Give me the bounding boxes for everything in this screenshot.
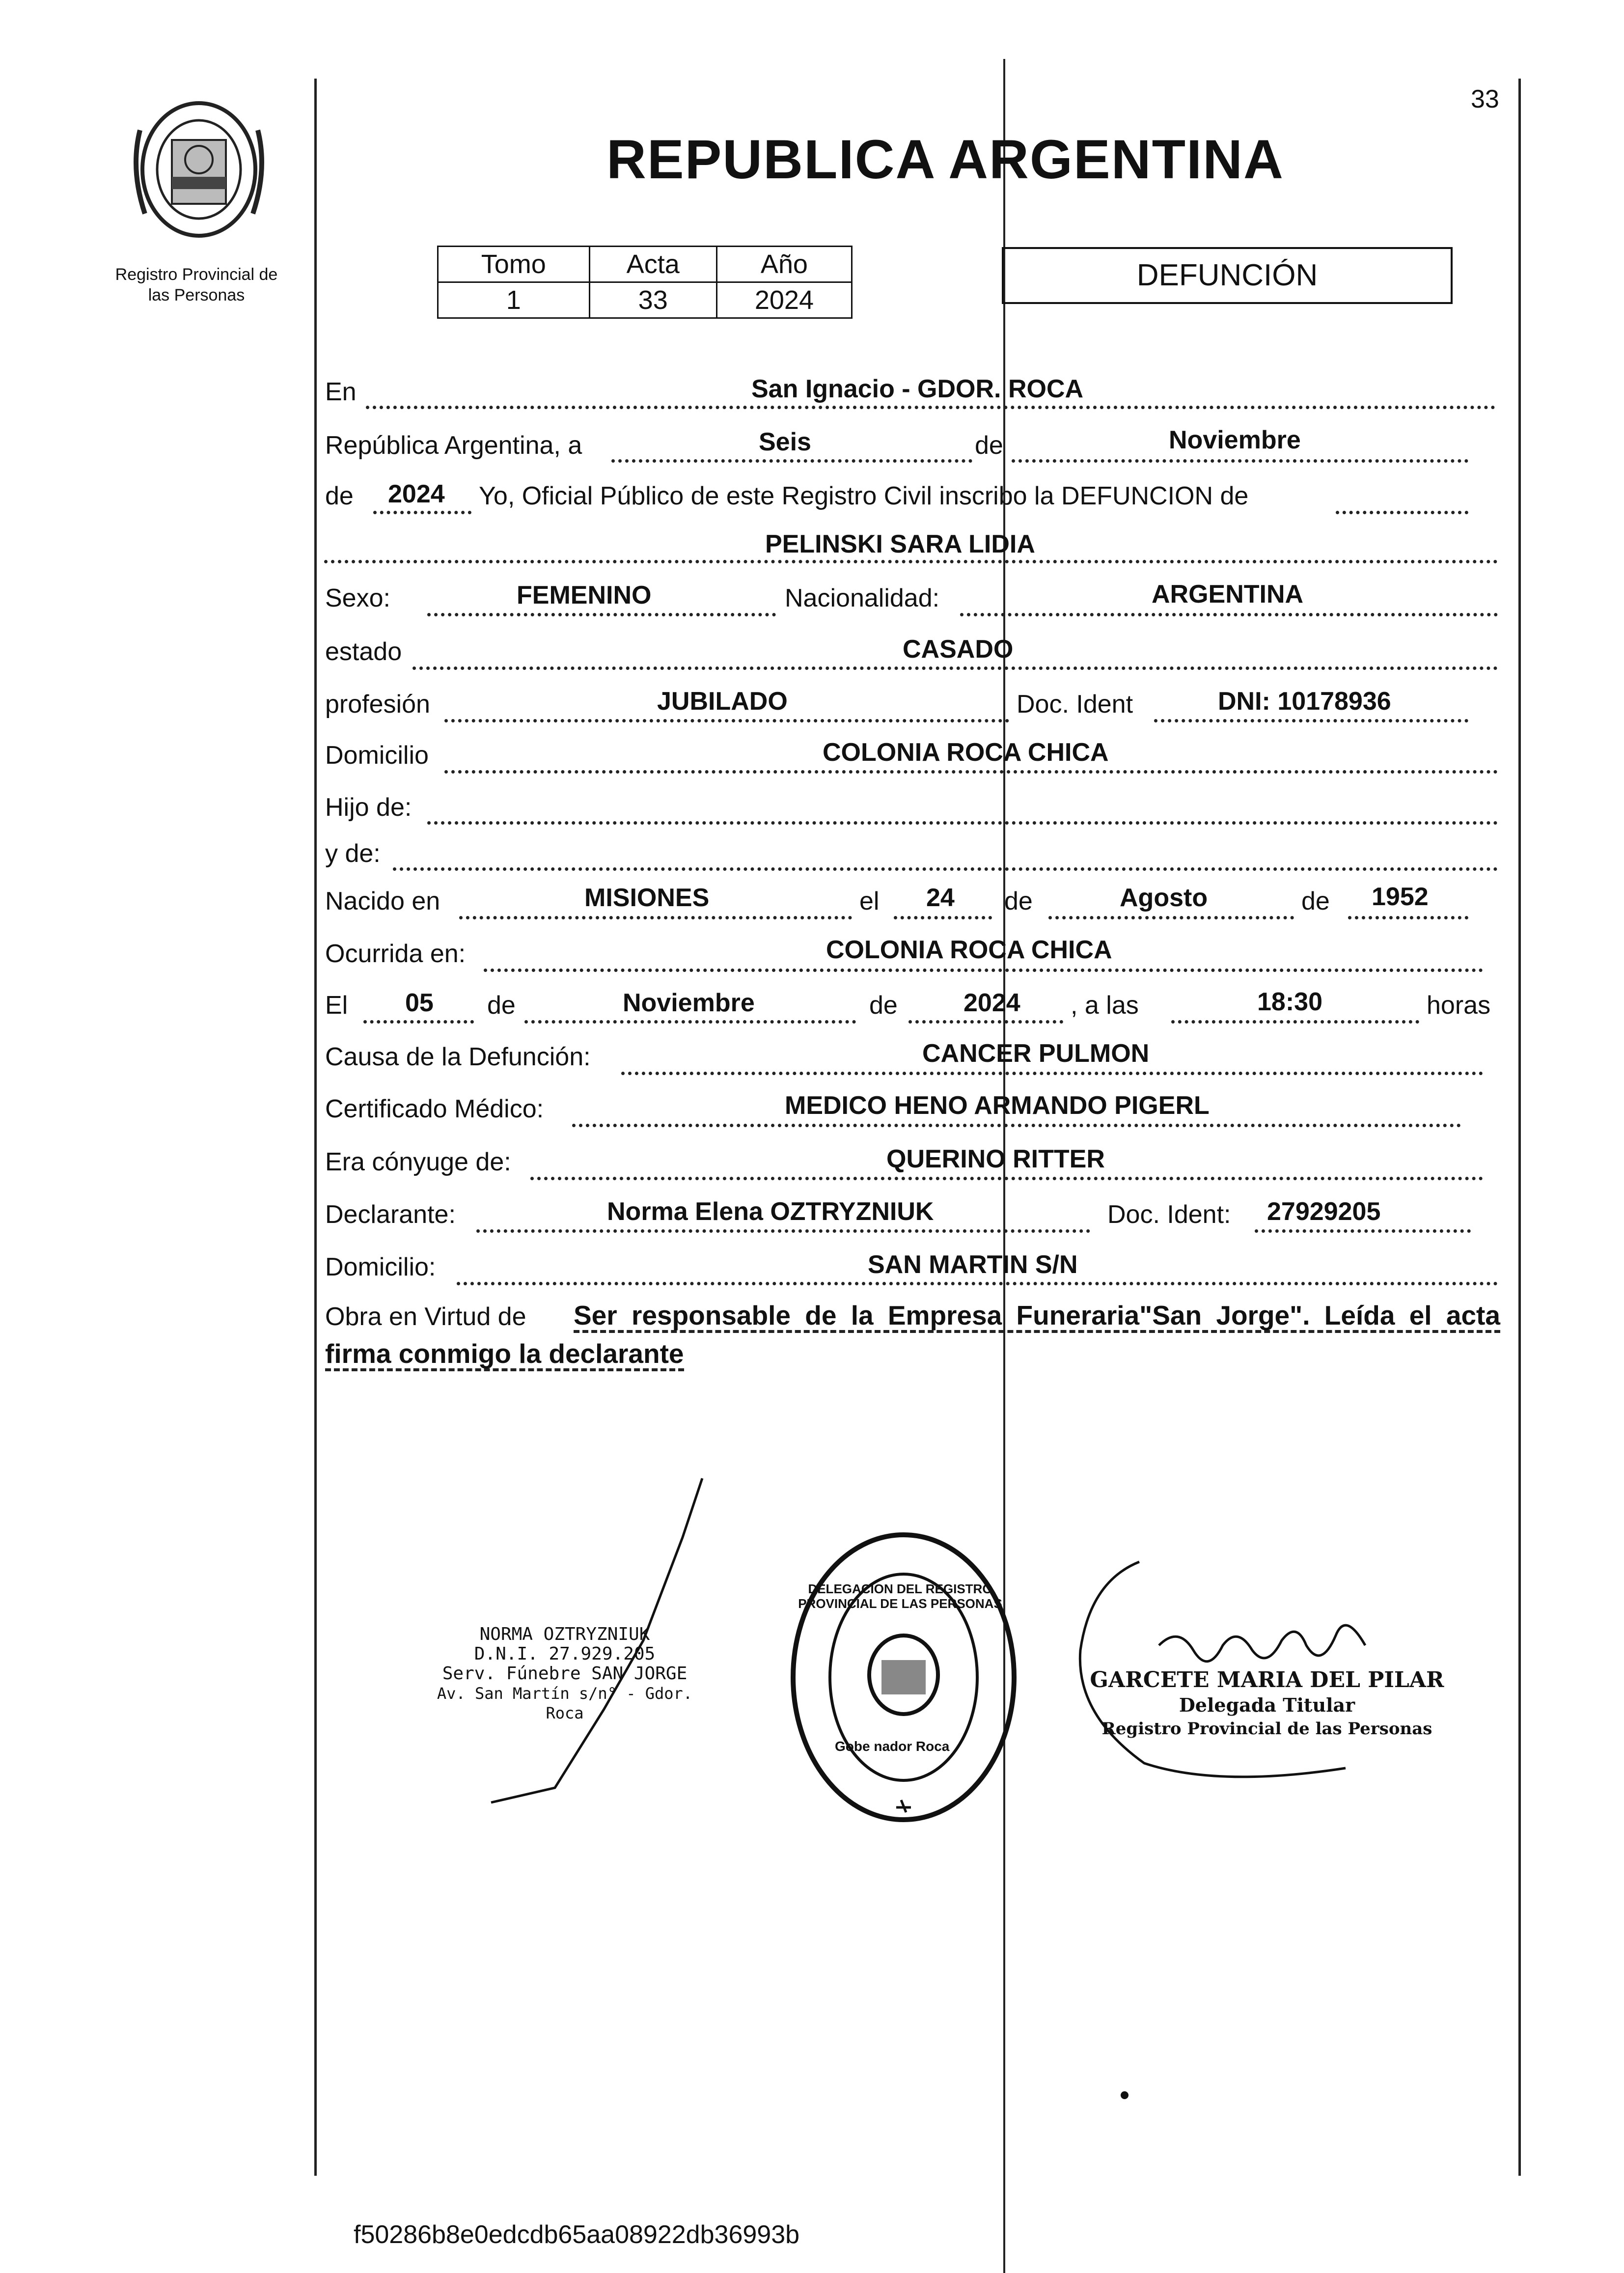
footer-hash: f50286b8e0edcdb65aa08922db36993b (354, 2220, 800, 2249)
domicilio-label: Domicilio (325, 741, 429, 770)
declarant-stamp (417, 1625, 712, 1723)
doc-ident-line (1154, 719, 1468, 722)
fecha-day-line (363, 1020, 474, 1024)
certificado-label: Certificado Médico: (325, 1095, 544, 1123)
doc-ident-value: DNI: 10178936 (1218, 687, 1391, 716)
fecha-alas: , a las (1071, 991, 1139, 1020)
year-trailing-line (1336, 511, 1468, 514)
y-de-line (393, 867, 1498, 871)
registry-value-ano: 2024 (716, 282, 852, 318)
obra-label: Obra en Virtud de (325, 1303, 526, 1331)
registry-value-row (438, 282, 852, 318)
conyuge-value: QUERINO RITTER (886, 1145, 1105, 1173)
profesion-label: profesión (325, 690, 430, 719)
nacionalidad-line (960, 613, 1498, 616)
year-line (373, 511, 471, 514)
nacionalidad-value: ARGENTINA (1152, 580, 1304, 609)
nacido-place-line (459, 916, 852, 919)
ocurrida-value: COLONIA ROCA CHICA (826, 936, 1112, 964)
ink-dot (1121, 2091, 1129, 2099)
republica-de: de (975, 431, 1003, 460)
fecha-month: Noviembre (623, 989, 755, 1017)
republica-day: Seis (759, 428, 811, 456)
doc-ident-label: Doc. Ident (1017, 690, 1133, 719)
registry-header-row (438, 247, 852, 282)
ocurrida-label: Ocurrida en: (325, 940, 466, 968)
registry-header-tomo: Tomo (438, 247, 590, 282)
nacido-el: el (859, 887, 880, 915)
registry-value-tomo: 1 (438, 282, 590, 318)
republica-month-line (1012, 459, 1468, 463)
obra-value-2: firma conmigo la declarante (325, 1339, 684, 1371)
issuer-name (88, 264, 304, 305)
official-seal-icon (786, 1527, 1021, 1827)
year-value: 2024 (388, 480, 445, 508)
declarante-doc-value: 27929205 (1267, 1197, 1381, 1226)
registry-header-acta: Acta (589, 247, 716, 282)
domicilio2-value: SAN MARTIN S/N (868, 1250, 1078, 1279)
domicilio-value: COLONIA ROCA CHICA (823, 738, 1109, 767)
document-type: DEFUNCIÓN (1136, 258, 1318, 292)
fecha-time-line (1171, 1020, 1419, 1024)
declarant-stamp-line4: Av. San Martín s/n° - Gdor. Roca (437, 1684, 693, 1722)
right-margin-line (1518, 79, 1521, 2176)
sexo-label: Sexo: (325, 584, 390, 612)
registry-table (437, 246, 853, 319)
fecha-el: El (325, 991, 348, 1020)
en-label: En (325, 378, 357, 406)
deceased-name: PELINSKI SARA LIDIA (765, 530, 1035, 558)
registry-header-ano: Año (716, 247, 852, 282)
sexo-line (427, 613, 776, 616)
official-seal-bottom-text: Gobe nador Roca (835, 1739, 950, 1754)
fecha-de2: de (869, 991, 898, 1020)
fecha-year-line (908, 1020, 1063, 1024)
declarante-line (476, 1229, 1090, 1233)
nacido-day: 24 (926, 884, 955, 912)
official-stamp-line3: Registro Provincial de las Personas (1101, 1719, 1432, 1739)
declarante-doc-line (1255, 1229, 1471, 1233)
profesion-line (444, 719, 1009, 722)
conyuge-label: Era cónyuge de: (325, 1148, 511, 1176)
hijo-de-line (427, 821, 1498, 825)
certificado-line (572, 1124, 1461, 1127)
nacido-month-line (1048, 916, 1294, 919)
nacido-de2: de (1301, 887, 1330, 915)
causa-line (621, 1072, 1483, 1075)
nacido-label: Nacido en (325, 887, 440, 915)
nacido-place: MISIONES (584, 884, 710, 912)
fecha-year: 2024 (963, 989, 1020, 1017)
conyuge-line (530, 1177, 1483, 1180)
declarant-stamp-line2: D.N.I. 27.929.205 (474, 1644, 656, 1664)
nacido-month: Agosto (1120, 884, 1208, 912)
ocurrida-line (484, 969, 1483, 972)
en-value: San Ignacio - GDOR. ROCA (751, 375, 1084, 403)
fecha-horas: horas (1427, 991, 1491, 1020)
domicilio2-label: Domicilio: (325, 1253, 436, 1281)
declarant-stamp-line3: Serv. Fúnebre SAN JORGE (442, 1663, 688, 1684)
fecha-de1: de (487, 991, 516, 1020)
issuer-line1: Registro Provincial de (115, 265, 278, 284)
official-stamp-line2: Delegada Titular (1179, 1694, 1355, 1716)
official-stamp (1080, 1667, 1454, 1740)
registry-value-acta: 33 (589, 282, 716, 318)
fecha-month-line (524, 1020, 856, 1024)
domicilio2-line (457, 1282, 1498, 1285)
republica-month: Noviembre (1169, 426, 1301, 454)
declarant-stamp-line1: NORMA OZTRYZNIUK (479, 1624, 650, 1644)
nacido-de1: de (1004, 887, 1033, 915)
issuer-line2: las Personas (148, 286, 245, 305)
nacionalidad-label: Nacionalidad: (785, 584, 940, 612)
official-stamp-line1: GARCETE MARIA DEL PILAR (1090, 1667, 1444, 1692)
republica-day-line (611, 459, 972, 463)
page-title: REPUBLICA ARGENTINA (606, 129, 1284, 190)
estado-label: estado (325, 638, 402, 666)
obra-value-1: Ser responsable de la Empresa Funeraria"San Jorge". Leída el acta (574, 1301, 1500, 1333)
sexo-value: FEMENINO (517, 581, 652, 610)
declarante-label: Declarante: (325, 1200, 456, 1229)
declarante-value: Norma Elena OZTRYZNIUK (607, 1197, 934, 1226)
causa-value: CANCER PULMON (922, 1039, 1150, 1068)
fecha-day: 05 (405, 989, 434, 1017)
y-de-label: y de: (325, 839, 381, 868)
nacido-year: 1952 (1372, 883, 1429, 911)
page-number: 33 (1471, 85, 1499, 113)
hijo-de-label: Hijo de: (325, 793, 412, 822)
year-text: Yo, Oficial Público de este Registro Civil inscribo la DEFUNCION de (479, 482, 1249, 510)
certificado-value: MEDICO HENO ARMANDO PIGERL (785, 1091, 1210, 1120)
republica-label: República Argentina, a (325, 431, 582, 460)
en-line (366, 406, 1495, 409)
province-seal-icon (125, 91, 273, 243)
causa-label: Causa de la Defunción: (325, 1043, 591, 1071)
name-line (324, 560, 1498, 563)
domicilio-line (444, 770, 1498, 774)
fecha-time: 18:30 (1257, 988, 1322, 1016)
year-de: de (325, 482, 354, 510)
official-seal-ring-text: DELEGACION DEL REGISTRO PROVINCIAL DE LAS PERSONAS (798, 1581, 1002, 1611)
nacido-day-line (894, 916, 992, 919)
nacido-year-line (1348, 916, 1468, 919)
profesion-value: JUBILADO (657, 687, 788, 716)
declarante-doc-label: Doc. Ident: (1107, 1200, 1231, 1229)
left-margin-line (314, 79, 317, 2176)
estado-line (413, 666, 1498, 670)
document-type-box (1002, 247, 1453, 304)
estado-value: CASADO (903, 635, 1014, 664)
